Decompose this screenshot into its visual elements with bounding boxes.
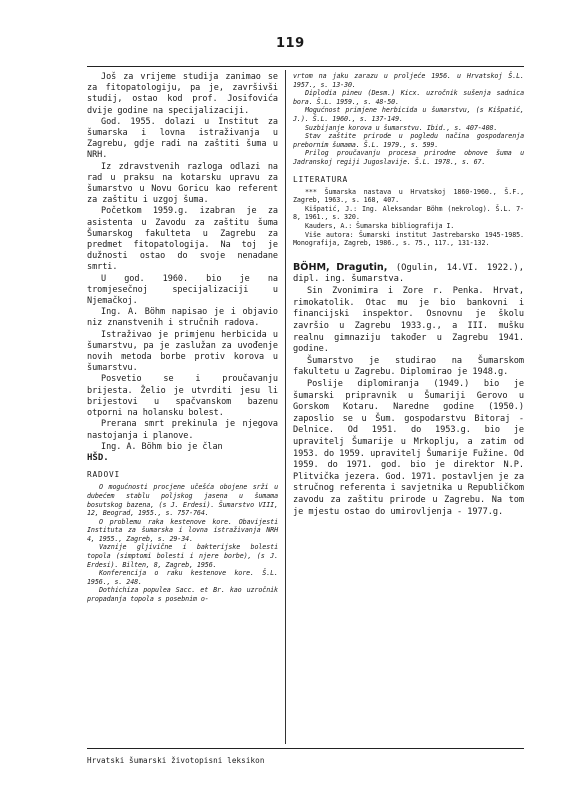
work-citation: O mogućnosti procjene učešća obojene srži u dubećem stablu poljskog jasena u šumama bosutskog bazena, (s J. Erdesi). Šumarstvo VIII, 12, Beograd, 1955., s. 757-764. <box>87 483 278 518</box>
entry-paragraph: Sin Zvonimira i Zore r. Penka. Hrvat, rimokatolik. Otac mu je bio bankovni i financijski inspektor. Osnovnu je školu završio u Zagrebu 1933.g., a III. mušku realnu gimnaziju također u Zagrebu 1941. godine. <box>293 286 524 355</box>
column-divider <box>285 70 286 744</box>
paragraph: Prerana smrt prekinula je njegova nastojanja i planove. <box>87 419 278 441</box>
paragraph: Početkom 1959.g. izabran je za asistenta u Zavodu za zaštitu šuma Šumarskog fakulteta u Zagrebu za predmet fitopatologija. Na toj je dužnosti ostao do svoje nenadane smrti. <box>87 206 278 273</box>
paragraph: Ing. A. Böhm napisao je i objavio niz znanstvenih i stručnih radova. <box>87 307 278 329</box>
page-footer: Hrvatski šumarski životopisni leksikon <box>87 756 265 765</box>
literatura-heading: LITERATURA <box>293 174 348 184</box>
paragraph: Istraživao je primjenu herbicida u šumarstvu, pa je zaslužan za uvođenje novih metoda borbe protiv korova u šumarstvu. <box>87 329 278 374</box>
entry-birth-info: (Ogulin, 14.VI. 1922.), dipl. ing. šumarstva. <box>293 262 525 285</box>
header-rule <box>87 66 524 67</box>
literature-citation: Više autora: Šumarski institut Jastrebarsko 1945-1985. Monografija, Zagreb, 1986., s. 75., 117., 131-132. <box>293 230 524 248</box>
radovi-heading: RADOVI <box>87 470 120 480</box>
entry-name: BÖHM, Dragutin, <box>293 261 388 273</box>
work-citation: Dothichiza populea Sacc. et Br. kao uzročnik propadanja topola s posebnim o- <box>87 586 278 604</box>
work-citation: O problemu raka kestenove kore. Obavijesti Instituta za šumarska i lovna istraživanja NRH 4, 1955., Zagreb, s. 29-34. <box>87 517 278 543</box>
work-citation: Konferencija o raku kestenove kore. Š.L. 1956., s. 248. <box>87 569 278 586</box>
work-citation: Prilog proučavanju procesa prirodne obnove šuma u Jadranskoj regiji Jugoslavije. Š.L. 1978., s. 67. <box>293 149 524 166</box>
paragraph: Ing. A. Böhm bio je član <box>101 441 223 452</box>
left-column <box>87 72 278 604</box>
literature-citation: Kauders, A.: Šumarska bibliografija I. <box>305 221 455 230</box>
paragraph: Iz zdravstvenih razloga odlazi na rad u praksu na kotarsku upravu za šumarstvo u Novu Goricu kao referent za zaštitu i uzgoj šuma. <box>87 161 278 206</box>
paragraph: Posvetio se i proučavanju brijesta. Želio je utvrditi jesu li brijestovi u spačvanskom bazenu otporni na holansku bolest. <box>87 374 278 419</box>
work-citation: Stav zaštite prirode u pogledu načina gospodarenja prebornim šumama. Š.L. 1979., s. 599. <box>293 132 524 149</box>
paragraph: Još za vrijeme studija zanimao se za fitopatologiju, pa je, završivši studij, ostao kod prof. Josifovića dvije godine na specijalizaciji. <box>87 72 278 116</box>
footer-rule <box>87 748 524 749</box>
paragraph: God. 1955. dolazi u Institut za šumarska i lovna istraživanja u Zagrebu, gdje radi na zaštiti šuma u NRH. <box>87 116 278 161</box>
paragraph: U god. 1960. bio je na tromjesečnoj specijalizaciji u Njemačkoj. <box>87 273 278 307</box>
page-number: 119 <box>276 36 305 51</box>
literature-citation: *** Šumarska nastava u Hrvatskoj 1860-1960., Š.F., Zagreb, 1963., s. 168, 407. <box>293 187 524 205</box>
signature-abbreviation: HŠD. <box>87 452 109 463</box>
entry-heading <box>293 262 524 287</box>
work-citation: Vaznije gljivične i bakterijske bolesti topola (simptomi bolesti i njere borbe), (s J. Erdesi). Bilten, 8, Zagreb, 1956. <box>87 543 278 569</box>
work-citation-continued: vrtom na jaku zarazu u proljeće 1956. u Hrvatskoj Š.L. 1957., s. 13-30. <box>293 72 524 89</box>
right-column <box>293 72 524 518</box>
work-citation: Diplodia pineu (Desm.) Kicx. uzročnik sušenja sadnica bora. Š.L. 1959., s. 48-50. <box>293 89 524 106</box>
entry-paragraph: Poslije diplomiranja (1949.) bio je šumarski pripravnik u Šumariji Gerovo u Gorskom Kotaru. Naredne godine (1950.) zaposlio se u Šum. gospodarstvu Bitoraj - Delnice. Od 1951. do 1953.g. bio je upravitelj Šumarije u Mrkoplju, a zatim od 1953. do 1959. upravitelj Šumarije Fužine. Od 1959. do 1971. god. bio je direktor N.P. Plitvička jezera. God. 1971. postavljen je za stručnog referenta i savjetnika u Republičkom zavodu za zaštitu prirode u Zagrebu. Na tom je mjestu ostao do umirovljenja - 1977.g. <box>293 379 524 517</box>
work-citation: Mogućnost primjene herbicida u šumarstvu, (s Kišpatić, J.). Š.L. 1960., s. 137-149. <box>293 106 524 123</box>
entry-paragraph: Šumarstvo je studirao na Šumarskom fakultetu u Zagrebu. Diplomirao je 1948.g. <box>293 355 524 378</box>
literature-citation: Kišpatić, J.: Ing. Aleksandar Böhm (nekrolog). Š.L. 7-8, 1961., s. 320. <box>293 204 524 222</box>
work-citation: Suzbijanje korova u šumarstvu. Ibid., s. 407-408. <box>305 123 498 132</box>
